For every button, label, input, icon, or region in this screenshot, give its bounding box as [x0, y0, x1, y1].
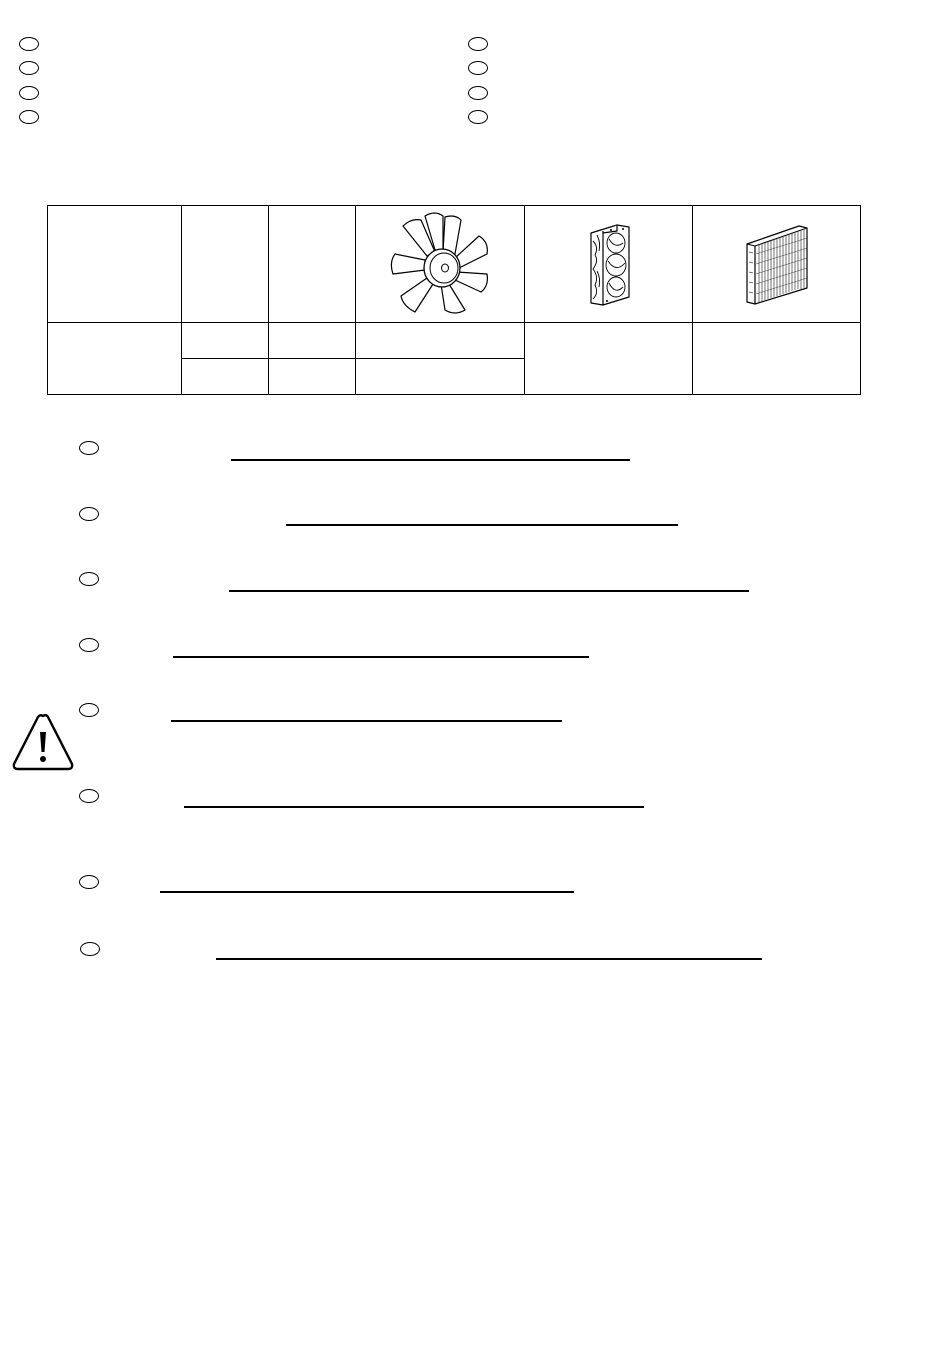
question-marker-7 [79, 875, 99, 889]
cabin-air-filter-icon [745, 222, 809, 306]
answer-line-1[interactable] [231, 459, 630, 461]
table-row [48, 323, 861, 359]
radiator-shroud-fan-icon [587, 221, 631, 307]
question-marker-6 [79, 789, 99, 803]
table-header-cell-2 [182, 206, 269, 323]
marker-circle-left-1 [19, 37, 39, 51]
answer-line-6[interactable] [184, 806, 644, 808]
table-cell [269, 359, 356, 395]
table-header-cell-label [48, 206, 182, 323]
table-header-cell-filter [693, 206, 861, 323]
marker-circle-right-4 [468, 110, 488, 124]
marker-circle-right-3 [468, 86, 488, 100]
table-header-cell-fan [356, 206, 525, 323]
table-cell [693, 323, 861, 395]
marker-circle-right-1 [468, 37, 488, 51]
spec-table [47, 205, 861, 395]
table-cell [269, 323, 356, 359]
marker-circle-left-3 [19, 86, 39, 100]
question-marker-2 [79, 507, 99, 521]
question-marker-8 [80, 942, 100, 956]
question-marker-1 [79, 441, 99, 455]
cooling-fan-icon [385, 212, 495, 316]
marker-circle-left-4 [19, 110, 39, 124]
marker-circle-left-2 [19, 61, 39, 75]
table-header-row [48, 206, 861, 323]
answer-line-2[interactable] [286, 524, 678, 526]
table-header-cell-shroud [525, 206, 693, 323]
question-marker-4 [79, 638, 99, 652]
table-cell [525, 323, 693, 395]
answer-line-7[interactable] [160, 891, 574, 893]
answer-line-4[interactable] [173, 656, 589, 658]
table-cell [182, 359, 269, 395]
question-marker-3 [79, 572, 99, 586]
marker-circle-right-2 [468, 61, 488, 75]
table-cell [356, 359, 525, 395]
table-cell [182, 323, 269, 359]
answer-line-8[interactable] [216, 958, 762, 960]
answer-line-5[interactable] [171, 720, 562, 722]
table-cell [356, 323, 525, 359]
warning-triangle-icon [10, 712, 76, 774]
table-row-label-cell [48, 323, 182, 395]
question-marker-5 [79, 703, 99, 717]
answer-line-3[interactable] [229, 590, 749, 592]
table-header-cell-3 [269, 206, 356, 323]
